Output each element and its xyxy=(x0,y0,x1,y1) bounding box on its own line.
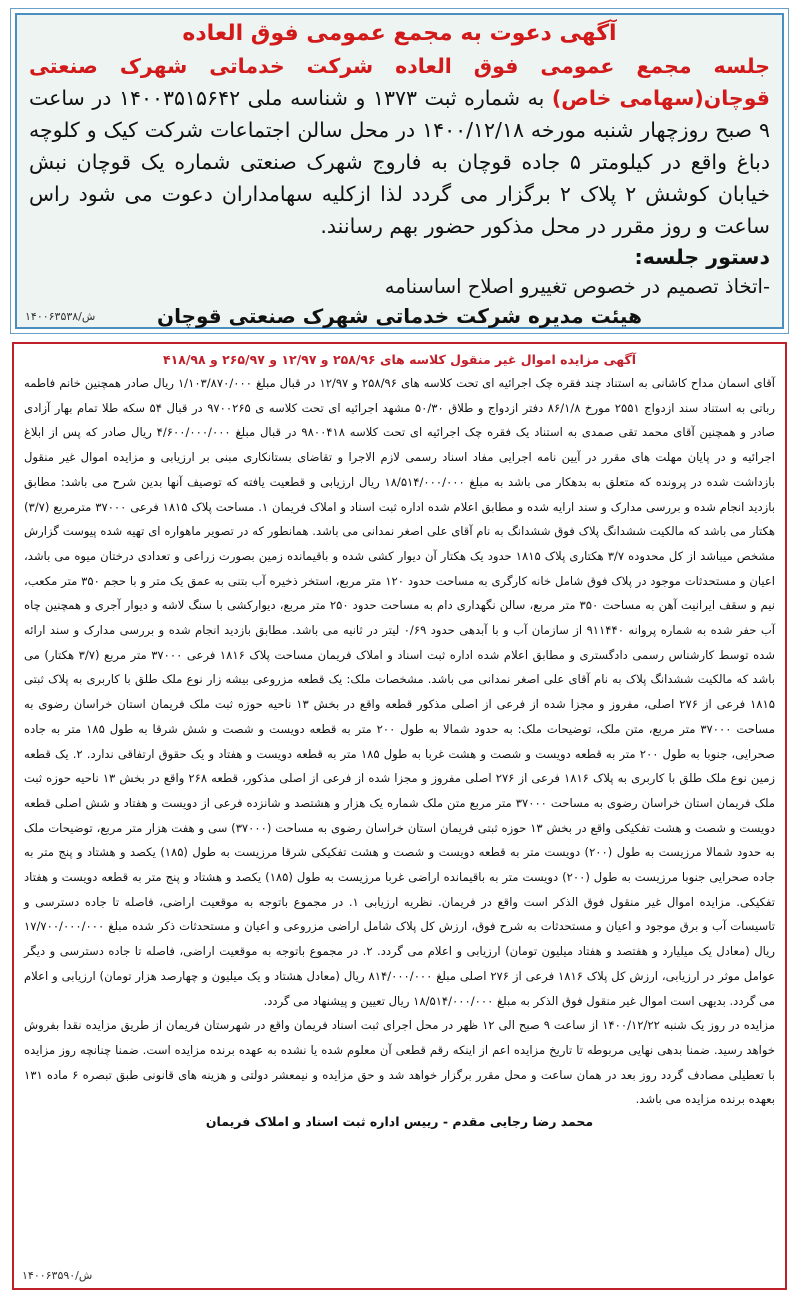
meeting-notice-title: آگهی دعوت به مجمع عمومی فوق العاده xyxy=(182,21,617,46)
agenda-heading: دستور جلسه: xyxy=(634,245,770,269)
meeting-notice-signature: هیئت مدیره شرکت خدماتی شهرک صنعتی قوچان xyxy=(157,304,642,328)
auction-notice-code: ۱۴۰۰۶۳۵۹۰/ش xyxy=(22,1269,93,1282)
meeting-notice-code: ۱۴۰۰۶۳۵۳۸/ش xyxy=(25,310,96,323)
auction-notice-title: آگهی مزایده اموال غیر منقول کلاسه های ۲۵۸/۹۶ و ۱۲/۹۷ و ۲۶۵/۹۷ و ۴۱۸/۹۸ xyxy=(162,352,637,367)
auction-notice-signature: محمد رضا رجایی مقدم - رییس اداره ثبت اسناد و املاک فریمان xyxy=(205,1114,594,1130)
agenda-item: -اتخاذ تصمیم در خصوص تغییرو اصلاح اساسنامه xyxy=(384,275,770,298)
meeting-notice-box xyxy=(10,8,789,334)
meeting-notice-inner xyxy=(15,13,784,329)
meeting-notice-body xyxy=(29,50,770,242)
auction-notice-box xyxy=(12,342,787,1290)
meeting-notice-text: به شماره ثبت ۱۳۷۳ و شناسه ملی ۱۴۰۰۳۵۱۵۶۴۲ در ساعت ۹ صبح روزچهار شنبه مورخه ۱۴۰۰/۱۲/۱۸ در محل سالن اجتماعات شرکت کیک و کلوچه دباغ واقع در کیلومتر ۵ جاده قوچان به فاروج شهرک صنعتی شماره یک قوچان نبش خیابان کوشش ۲ پلاک ۲ برگزار می گردد لذا ازکلیه سهامداران دعوت می شود راس ساعت و روز مقرر در محل مذکور حضور بهم رسانند. xyxy=(29,86,770,238)
meeting-notice-lead: جلسه مجمع عمومی فوق العاده شرکت خدماتی شهرک صنعتی قوچان(سهامی خاص) xyxy=(29,54,770,110)
auction-notice-paragraph-2: مزایده در روز یک شنبه ۱۴۰۰/۱۲/۲۲ از ساعت ۹ صبح الی ۱۲ ظهر در محل اجرای ثبت اسناد فریمان واقع در شهرستان فریمان از طریق مزایده نقدا بفروش خواهد رسید. ضمنا بدهی نهایی مربوطه تا تاریخ مزایده اعم از اینکه رقم قطعی آن معلوم شده یا نشده به عهده برنده مزایده است. ضمنا چنانچه روز مزایده با تعطیلی مصادف گردد روز بعد در همان ساعت و محل مقرر برگزار خواهد شد و حق مزایده و نیمعشر دولتی و هزینه های قانونی طبق تبصره ۶ ماده ۱۳۱ بعهده برنده مزایده می باشد. xyxy=(24,1018,775,1107)
auction-notice-paragraph-1: آقای اسمان مداح کاشانی به استناد چند فقره چک اجرائیه ای تحت کلاسه های ۲۵۸/۹۶ و ۱۲/۹۷ در قبال مبلغ ۱/۱۰۳/۸۷۰/۰۰۰ ریال صادر همچنین خانم فاطمه رباتی به استناد سند ازدواج ۲۵۵۱ مورخ ۸۶/۱/۸ دفتر ازدواج و طلاق ۵۰/۳۰ مشهد اجرائیه ای تحت کلاسه ی ۹۷۰۰۲۶۵ در قبال ۵۴ سکه طلا تمام بهار آزادی صادر و همچنین آقای محمد تقی صمدی به استناد یک فقره چک اجرائیه ای تحت کلاسه ۹۸۰۰۴۱۸ در قبال مبلغ ۴/۶۰۰/۰۰۰/۰۰۰ ریال صادر که پس از ابلاغ اجرائیه و در پایان مهلت های مقرر در آیین نامه اجرایی مفاد اسناد رسمی لازم الاجرا و تقاضای بستانکاری مبنی بر ارزیابی و مزایده اموال غیر منقول بازداشت شده در پرونده که متعلق به بدهکار می باشد به مبلغ ۱۸/۵۱۴/۰۰۰/۰۰۰ ریال ارزیابی و قطعیت یافته که توصیف آنها بدین شرح می باشد: مطابق بازدید انجام شده و بررسی مدارک و سند ارایه شده و مطابق اعلام شده اداره ثبت اسناد و املاک فریمان ۱. مساحت پلاک ۱۸۱۵ فرعی ۳۷۰۰۰ مترمربع (۳/۷) هکتار می باشد که مالکیت ششدانگ پلاک فوق ششدانگ به نام آقای علی اصغر نمدانی می باشد. همانطور که در تصویر ماهواره ای تهیه شده پیوست گزارش مشخص میباشد از کل محدوده ۳/۷ هکتاری پلاک ۱۸۱۵ حدود یک هکتار آن دیوار کشی شده و باقیمانده زمین بصورت زراعی و تعدادی درختان میوه می باشد، اعیان و مستحدثات موجود در پلاک فوق شامل خانه کارگری به مساحت حدود ۱۲۰ متر مربع، استخر ذخیره آب بتنی به عمق یک متر و با حجم ۳۵۰ متر مکعب، نیم و سقف ایرانیت آهن به مساحت ۳۵۰ متر مربع، سالن نگهداری دام به مساحت حدود ۲۵۰ متر مربع، دیوارکشی با سنگ لاشه و دیوار آجری و همچنین چاه آب حفر شده به شماره پروانه ۹۱۱۴۴۰ از سازمان آب و با آبدهی حدود ۰/۶۹ لیتر در ثانیه می باشد. مطابق بازدید انجام شده و بررسی مدارک و سند ارائه شده توسط کارشناس رسمی دادگستری و مطابق اعلام شده اداره ثبت اسناد و املاک فریمان مساحت پلاک ۱۸۱۶ فرعی ۳۷۰۰۰ متر مربع (۳/۷ هکتار) می باشد که مالکیت ششدانگ پلاک به نام آقای علی اصغر نمدانی می باشد. مشخصات ملک: یک قطعه مزروعی بیشه زار نوع ملک طلق با کاربری به پلاک ثبتی ۱۸۱۵ فرعی از ۲۷۶ اصلی، مفروز و مجزا شده از فرعی از اصلی مذکور قطعه واقع در بخش ۱۳ ناحیه حوزه ثبت ملک فریمان استان خراسان رضوی به مساحت ۳۷۰۰۰ متر مربع، متن ملک، توضیحات ملک: به حدود شمالا به طول ۲۰۰ متر به قطعه دویست و شصت و شش شرقا به طول ۱۸۵ متر به جاده صحرایی، جنوبا به طول ۲۰۰ متر به قطعه دویست و شصت و هشت غربا به طول ۱۸۵ متر به قطعه دویست و هفتاد و یک حقوق ارتفاقی ندارد. ۲. یک قطعه زمین نوع ملک طلق با کاربری به پلاک ۱۸۱۶ فرعی از ۲۷۶ اصلی مفروز و مجزا شده از فرعی از اصلی مذکور، قطعه ۲۶۸ واقع در بخش ۱۳ ناحیه حوزه ثبت ملک فریمان استان خراسان رضوی به مساحت ۳۷۰۰۰ متر مربع متن ملک شماره یک هزار و هشتصد و شانزده فرعی از دویست و هفتاد و شش اصلی قطعه دویست و شصت و هشت تفکیکی واقع در بخش ۱۳ حوزه ثبتی فریمان استان خراسان رضوی به مساحت (۳۷۰۰۰) سی و هفت هزار متر مربع، توضیحات ملک به حدود شمالا مرزیست به طول (۲۰۰) دویست متر به قطعه دویست و شصت و هشت تفکیکی شرقا مرزیست به طول (۱۸۵) یکصد و هشتاد و پنج متر به جاده صحرایی جنوبا مرزیست به طول (۲۰۰) دویست متر به باقیمانده اراضی غربا مرزیست به طول (۱۸۵) یکصد و هشتاد و پنج متر به قطعه دویست و هفتاد تفکیکی. مزایده اموال غیر منقول فوق الذکر است واقع در فریمان. نظریه ارزیابی ۱. در مجموع باتوجه به موقعیت اراضی، فاصله تا جاده دسترسی و تاسیسات آب و برق موجود و اعیان و مستحدثات به شرح فوق، ارزش کل پلاک شامل اراضی مزروعی و اعیان و مستحدثات ذکر شده مبلغ ۱۷/۷۰۰/۰۰۰/۰۰۰ ریال (معادل یک میلیارد و هفتصد و هفتاد میلیون تومان) ارزیابی و اعلام می گردد. ۲. در مجموع باتوجه به موقعیت اراضی، فاصله تا جاده دسترسی و دیگر عوامل موثر در ارزیابی، ارزش کل پلاک ۱۸۱۶ فرعی از ۲۷۶ اصلی مبلغ ۸۱۴/۰۰۰/۰۰۰ ریال (معادل هشتاد و یک میلیون و چهارصد هزار تومان) ارزیابی و اعلام می گردد. بدیهی است اموال غیر منقول فوق الذکر به مبلغ ۱۸/۵۱۴/۰۰۰/۰۰۰ ریال تعیین و پیشنهاد می گردد. xyxy=(24,376,776,1008)
